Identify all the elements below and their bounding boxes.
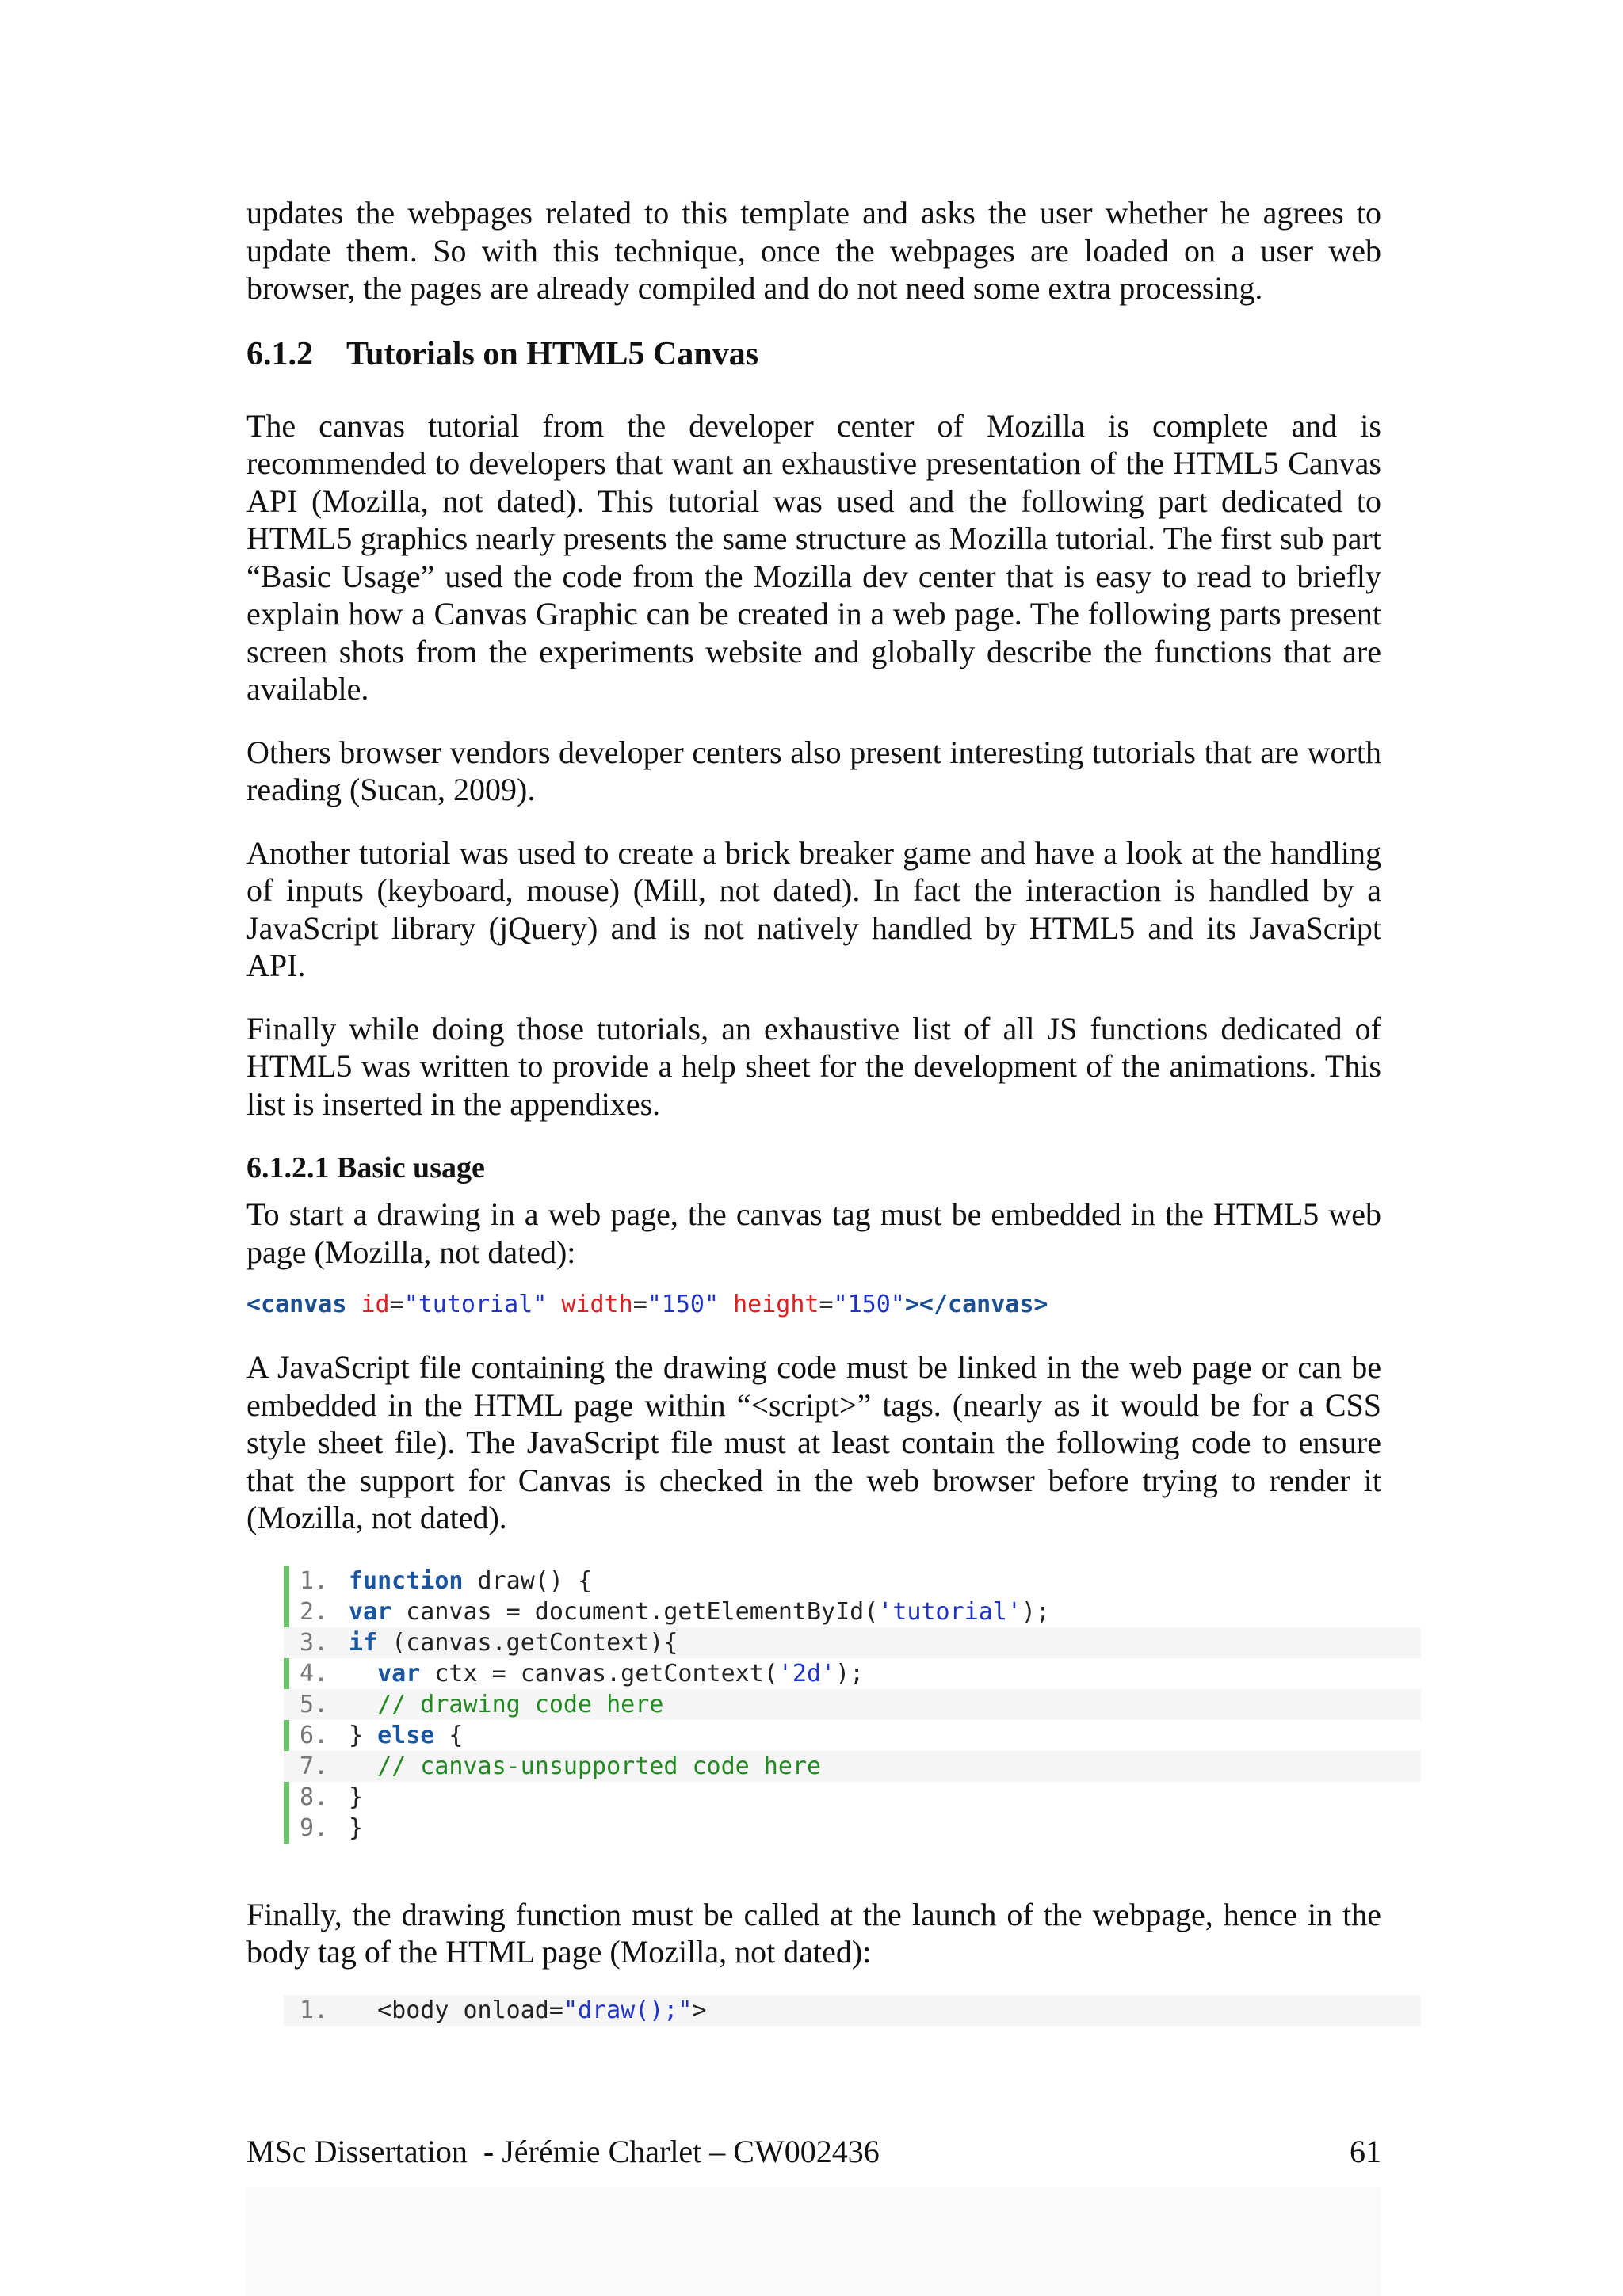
code-val-height: "150" xyxy=(833,1291,905,1318)
body-onload-code-block xyxy=(284,1995,1421,2026)
code-keyword: function xyxy=(349,1566,464,1595)
code-val-width: "150" xyxy=(647,1291,720,1318)
code-string: '2d' xyxy=(777,1659,836,1688)
page-number: 61 xyxy=(1350,2134,1381,2169)
code-comment: // canvas-unsupported code here xyxy=(377,1752,822,1780)
code-line xyxy=(284,1813,1421,1844)
code-text: (canvas.getContext){ xyxy=(377,1628,678,1657)
code-line xyxy=(284,1751,1421,1782)
code-text: ctx = canvas.getContext( xyxy=(420,1659,778,1688)
code-equals: = xyxy=(389,1291,404,1318)
paragraph-intro: updates the webpages related to this template and asks the user whether he agrees to update them. So with this technique, once the webpages are loaded on a user web browser, the pages are already compiled and do not need some extra processing. xyxy=(246,195,1381,306)
line-number: 5. xyxy=(300,1690,329,1718)
line-number: 6. xyxy=(300,1721,329,1749)
code-text: > xyxy=(692,1996,707,2024)
code-text: draw() { xyxy=(463,1566,593,1595)
code-val-id: "tutorial" xyxy=(403,1291,548,1318)
code-line xyxy=(284,1566,1421,1596)
code-line xyxy=(284,1995,1421,2026)
line-number: 1. xyxy=(300,1566,329,1595)
code-text: } xyxy=(349,1814,364,1842)
code-comment: // drawing code here xyxy=(377,1690,664,1718)
section-number: 6.1.2 xyxy=(246,335,313,372)
code-text: ); xyxy=(1021,1597,1051,1626)
code-close-tag: ></canvas> xyxy=(904,1291,1048,1318)
code-equals: = xyxy=(819,1291,834,1318)
code-keyword: if xyxy=(349,1628,378,1657)
paragraph-other-vendors: Others browser vendors developer centers also present interesting tutorials that are worth reading (Sucan, 2009). xyxy=(246,734,1381,807)
footer-text: MSc Dissertation - Jérémie Charlet – CW002436 xyxy=(246,2134,880,2169)
code-string: "draw();" xyxy=(563,1996,693,2024)
code-indent xyxy=(349,1660,377,1688)
paragraph-brick-breaker: Another tutorial was used to create a brick breaker game and have a look at the handling of inputs (keyboard, mouse) (Mill, not dated). In fact the interaction is handled by a JavaScript library (jQuery) and is not natively handled by HTML5 and its JavaScript API. xyxy=(246,834,1381,983)
code-string: 'tutorial' xyxy=(878,1597,1022,1626)
page-content xyxy=(246,194,1381,2026)
code-line xyxy=(284,1782,1421,1813)
code-line xyxy=(284,1689,1421,1720)
code-line xyxy=(284,1596,1421,1627)
line-number: 7. xyxy=(300,1752,329,1780)
code-equals: = xyxy=(632,1291,647,1318)
paragraph-canvas-tag: To start a drawing in a web page, the canvas tag must be embedded in the HTML5 web page (Mozilla, not dated): xyxy=(246,1196,1381,1270)
line-number: 3. xyxy=(300,1628,329,1657)
code-line xyxy=(284,1720,1421,1751)
code-indent xyxy=(349,1691,377,1718)
bottom-shade xyxy=(246,2187,1381,2296)
line-number: 8. xyxy=(300,1783,329,1811)
code-text: canvas = document.getElementById( xyxy=(391,1597,879,1626)
paragraph-mozilla-tutorial: The canvas tutorial from the developer center of Mozilla is complete and is recommended to developers that want an exhaustive presentation of the HTML5 Canvas API (Mozilla, not dated). This tutorial was used and the following part dedicated to HTML5 graphics nearly presents the same structure as Mozilla tutorial. The first sub part “Basic Usage” used the code from the Mozilla dev center that is easy to read to briefly explain how a Canvas Graphic can be created in a web page. The following parts present screen shots from the experiments website and globally describe the functions that are available. xyxy=(246,407,1381,707)
code-keyword: var xyxy=(349,1597,392,1626)
code-indent xyxy=(349,1753,377,1780)
code-line xyxy=(284,1658,1421,1689)
paragraph-javascript-file: A JavaScript file containing the drawing code must be linked in the web page or can be embedded in the HTML page within “<script>” tags. (nearly as it would be for a CSS style sheet file). The JavaScript file must at least contain the following code to ensure that the support for Canvas is checked in the web browser before trying to render it (Mozilla, not dated). xyxy=(246,1349,1381,1535)
page-footer xyxy=(246,2133,1381,2171)
code-text: } xyxy=(349,1783,364,1811)
code-attr-height: height xyxy=(733,1291,819,1318)
line-number: 4. xyxy=(300,1659,329,1688)
code-text: } xyxy=(349,1721,378,1749)
code-text: <body onload= xyxy=(349,1996,563,2024)
draw-function-code-block xyxy=(284,1566,1421,1844)
line-number: 9. xyxy=(300,1814,329,1842)
line-number: 2. xyxy=(300,1597,329,1626)
paragraph-body-onload: Finally, the drawing function must be called at the launch of the webpage, hence in the body tag of the HTML page (Mozilla, not dated): xyxy=(246,1896,1381,1970)
paragraph-help-sheet: Finally while doing those tutorials, an exhaustive list of all JS functions dedicated of HTML5 was written to provide a help sheet for the development of the animations. This list is inserted in the appendixes. xyxy=(246,1010,1381,1122)
code-line xyxy=(284,1627,1421,1658)
code-open-tag: <canvas xyxy=(246,1291,347,1318)
code-keyword: else xyxy=(377,1721,435,1749)
section-heading xyxy=(246,333,1381,376)
subsection-heading: 6.1.2.1 Basic usage xyxy=(246,1151,485,1184)
line-number: 1. xyxy=(300,1996,329,2024)
code-attr-width: width xyxy=(561,1291,633,1318)
code-attr-id: id xyxy=(361,1291,390,1318)
code-text: ); xyxy=(835,1659,865,1688)
code-text: { xyxy=(434,1721,464,1749)
canvas-tag-snippet xyxy=(246,1288,1381,1322)
code-keyword: var xyxy=(377,1659,421,1688)
section-title: Tutorials on HTML5 Canvas xyxy=(346,335,759,372)
